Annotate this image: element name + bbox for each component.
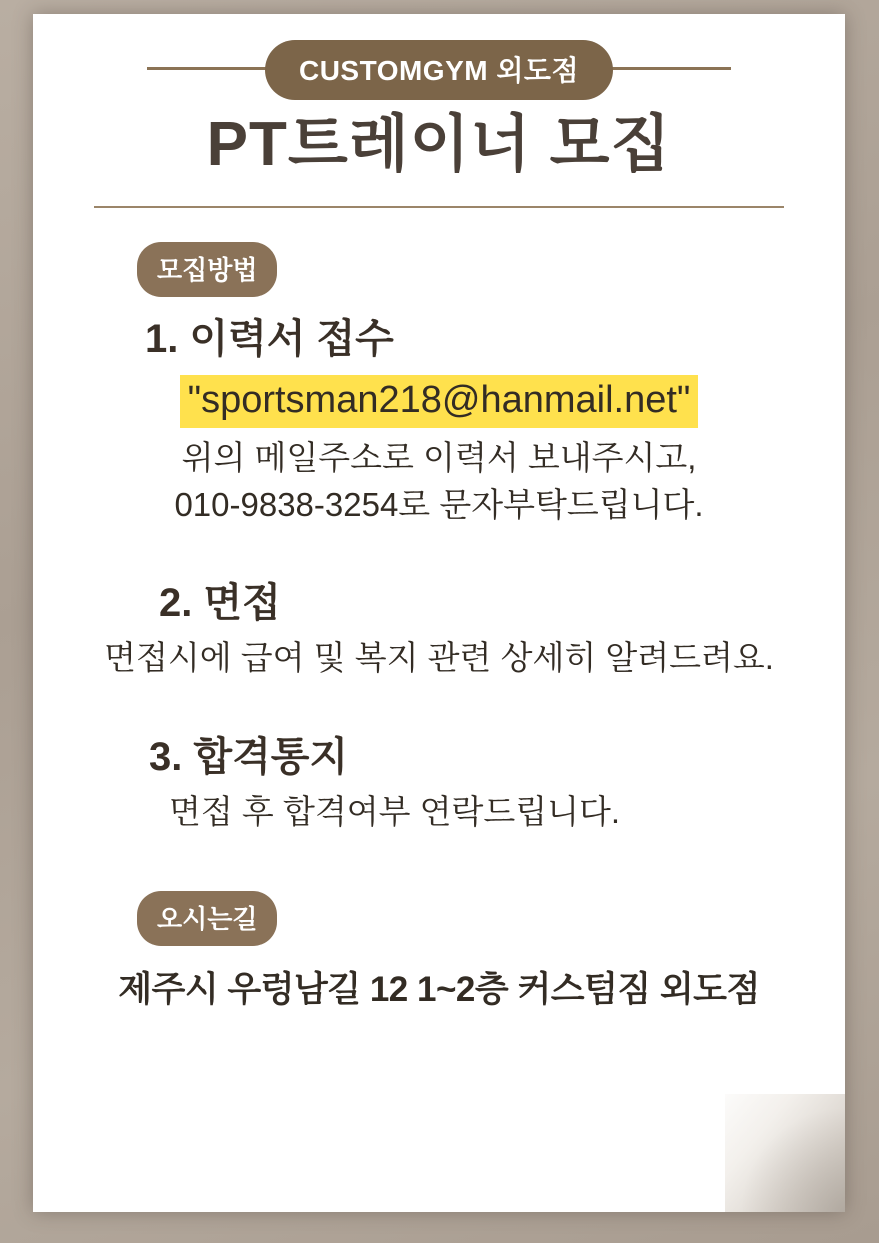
directions-section-header [33,891,845,946]
spacer-3 [33,835,845,857]
step-2-title: 2. 면접 [159,581,281,626]
method-section-header [33,242,845,297]
step-1-line-2: 010-9838-3254로 문자부탁드립니다. [174,485,704,523]
paper-sheet [33,14,845,1212]
page-title: PT트레이너 모집 [206,110,672,179]
store-badge: CUSTOMGYM 외도점 [265,40,613,100]
section-label-method: 모집방법 [137,242,277,297]
step-3-line-1: 면접 후 합격여부 연락드립니다. [169,793,621,831]
spacer-1 [33,527,845,561]
step-2 [33,577,845,681]
section-label-directions: 오시는길 [137,891,277,946]
step-3-title: 3. 합격통지 [149,735,349,780]
header-badge-row [33,40,845,94]
title-divider [94,206,784,208]
step-1-email-row [33,375,845,429]
email-highlight[interactable]: "sportsman218@hanmail.net" [180,375,699,429]
step-2-line-1: 면접시에 급여 및 복지 관련 상세히 알려드려요. [104,639,774,677]
page-curl-decoration [725,1094,845,1212]
step-3 [33,731,845,835]
address-text: 제주시 우렁남길 12 1~2층 커스텀짐 외도점 [118,970,760,1010]
step-1-line-1: 위의 메일주소로 이력서 보내주시고, [181,439,697,476]
spacer-2 [33,681,845,715]
poster-content [33,40,845,1238]
step-1-title: 1. 이력서 접수 [145,316,394,361]
step-1 [33,313,845,528]
